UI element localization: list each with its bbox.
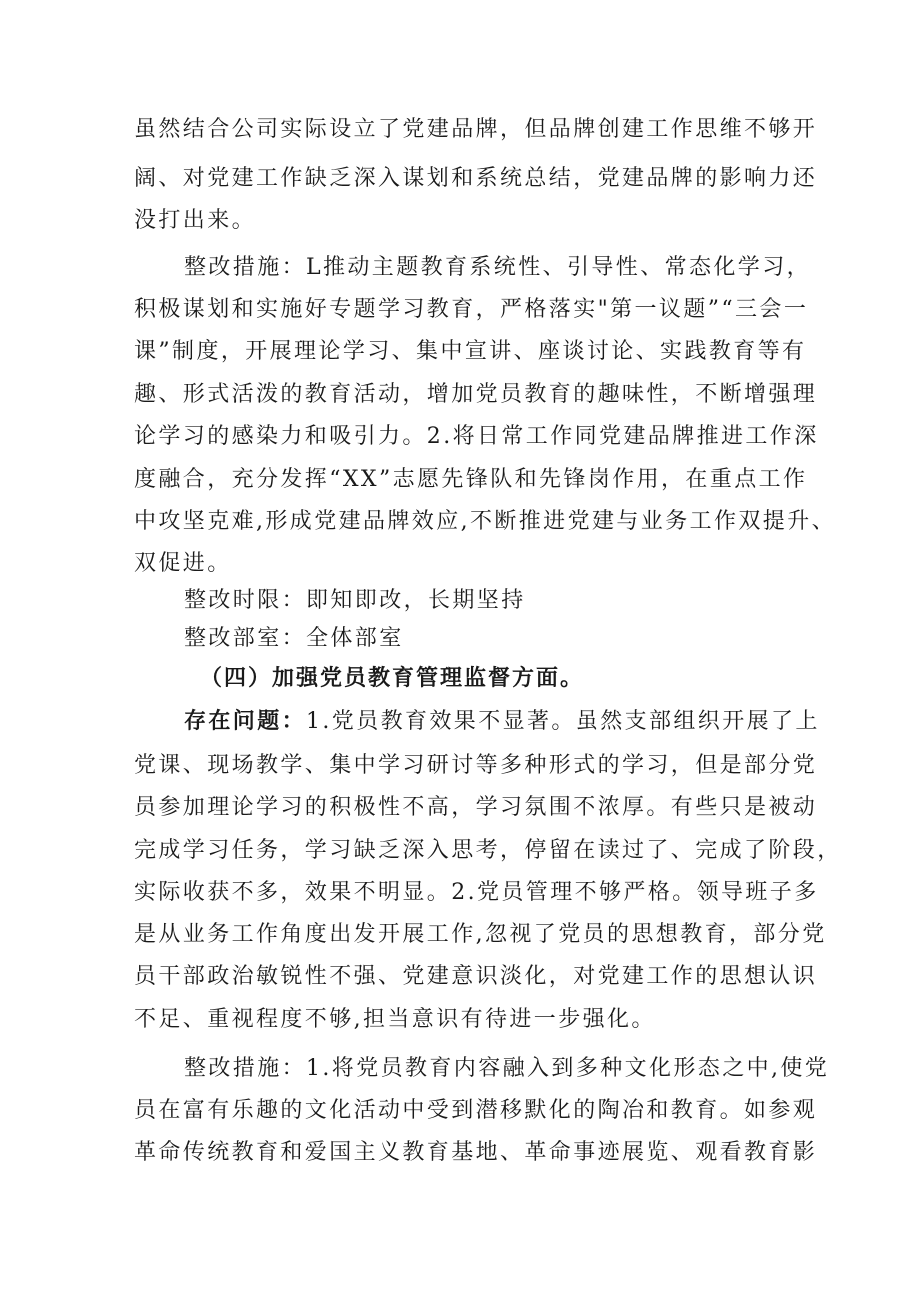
rectification-deadline: 整改时限：即知即改，长期坚持 bbox=[184, 588, 526, 613]
paragraph-2-line-5: 论学习的感染力和吸引力。2.将日常工作同党建品牌推进工作深 bbox=[134, 424, 819, 449]
paragraph-1-line-2: 阔、对党建工作缺乏深入谋划和系统总结，党建品牌的影响力还 bbox=[134, 166, 818, 191]
paragraph-4-line-1: 整改措施：1.将党员教育内容融入到多种文化形态之中,使党 bbox=[184, 1056, 830, 1081]
paragraph-1-line-3: 没打出来。 bbox=[134, 208, 257, 233]
paragraph-3-line-5: 实际收获不多，效果不明显。2.党员管理不够严格。领导班子多 bbox=[134, 880, 819, 905]
paragraph-3-line-1 bbox=[184, 707, 820, 737]
paragraph-3-line-4: 完成学习任务，学习缺乏深入思考，停留在读过了、完成了阶段， bbox=[134, 838, 842, 863]
paragraph-3-line-2: 党课、现场教学、集中学习研讨等多种形式的学习，但是部分党 bbox=[134, 753, 818, 778]
paragraph-2-line-2: 积极谋划和实施好专题学习教育，严格落实"第一议题”“三会一 bbox=[134, 297, 809, 322]
paragraph-2-line-6: 度融合，充分发挥“XX”志愿先锋队和先锋岗作用，在重点工作 bbox=[134, 467, 808, 492]
paragraph-3-line-7: 员干部政治敏锐性不强、党建意识淡化，对党建工作的思想认识 bbox=[134, 964, 818, 989]
paragraph-4-line-2: 员在富有乐趣的文化活动中受到潜移默化的陶冶和教育。如参观 bbox=[134, 1098, 818, 1123]
paragraph-3-line-8: 不足、重视程度不够,担当意识有待进一步强化。 bbox=[134, 1007, 656, 1032]
section-heading: （四）加强党员教育管理监督方面。 bbox=[200, 666, 585, 691]
paragraph-3-line-1-text: 1.党员教育效果不显著。虽然支部组织开展了上 bbox=[306, 709, 820, 734]
paragraph-2-line-7: 中攻坚克难,形成党建品牌效应,不断推进党建与业务工作双提升、 bbox=[134, 509, 836, 534]
paragraph-2-line-4: 趣、形式活泼的教育活动，增加党员教育的趣味性，不断增强理 bbox=[134, 382, 818, 407]
paragraph-3-line-3: 员参加理论学习的积极性不高，学习氛围不浓厚。有些只是被动 bbox=[134, 795, 818, 820]
paragraph-3-line-6: 是从业务工作角度出发开展工作,忽视了党员的思想教育，部分党 bbox=[134, 922, 827, 947]
paragraph-2-line-1: 整改措施：L推动主题教育系统性、引导性、常态化学习， bbox=[184, 255, 812, 280]
paragraph-4-line-3: 革命传统教育和爱国主义教育基地、革命事迹展览、观看教育影 bbox=[134, 1140, 818, 1165]
paragraph-1-line-1: 虽然结合公司实际设立了党建品牌，但品牌创建工作思维不够开 bbox=[134, 117, 818, 142]
rectification-department: 整改部室：全体部室 bbox=[184, 626, 404, 651]
paragraph-2-line-3: 课”制度，开展理论学习、集中宣讲、座谈讨论、实践教育等有 bbox=[134, 339, 807, 364]
paragraph-2-line-8: 双促进。 bbox=[134, 551, 232, 576]
existing-problems-label: 存在问题： bbox=[184, 709, 307, 734]
